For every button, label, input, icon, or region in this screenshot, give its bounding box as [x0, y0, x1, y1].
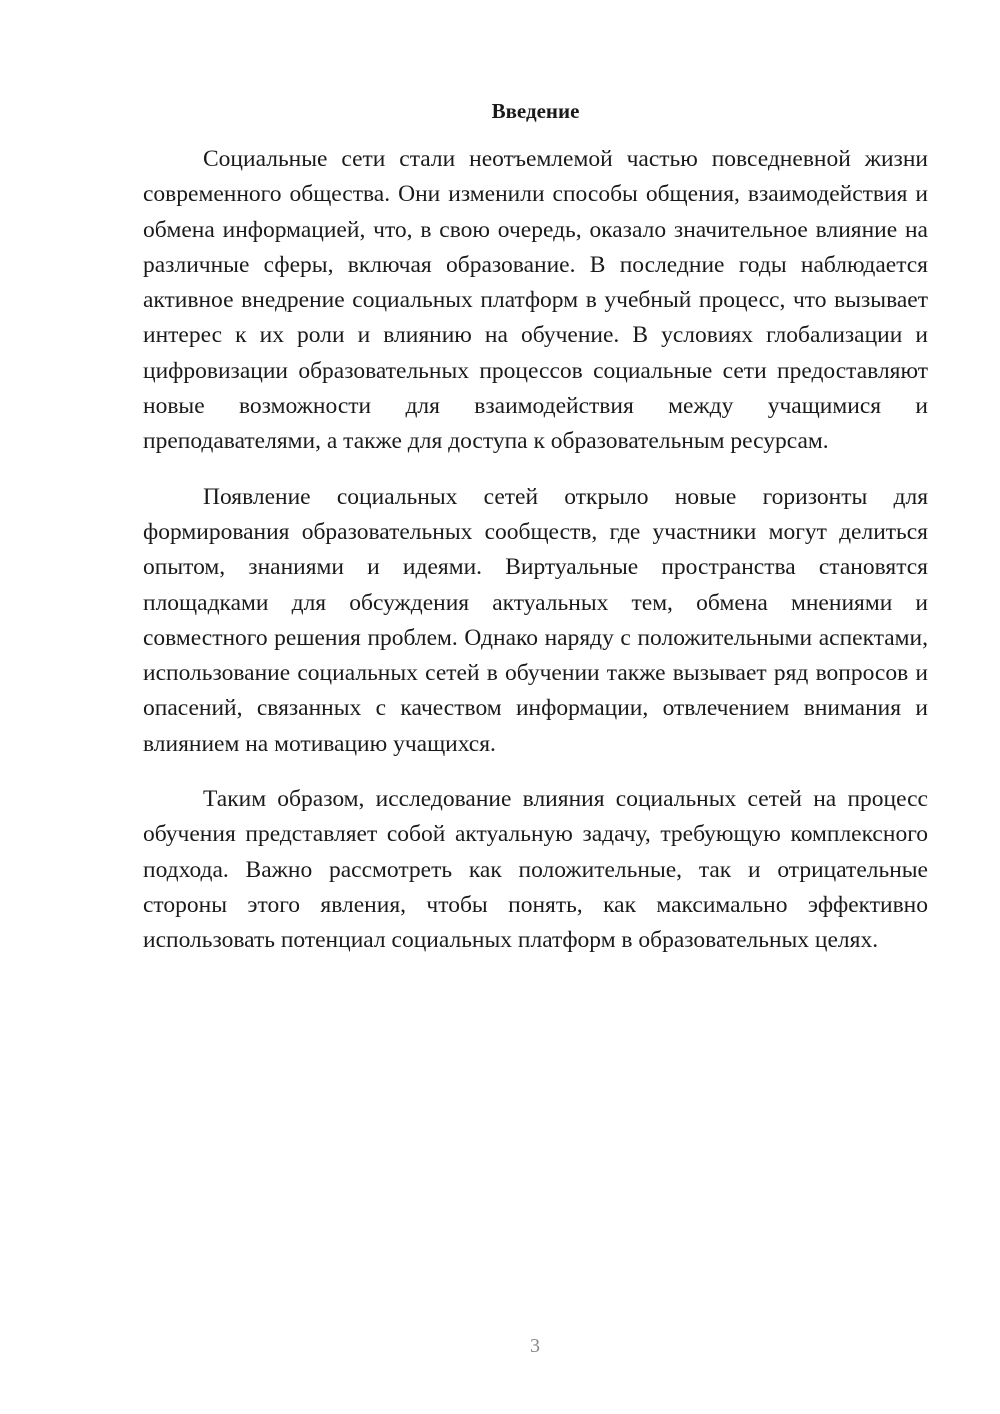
page-number: 3 [530, 1335, 540, 1357]
section-heading: Введение [491, 99, 580, 123]
body-text [143, 142, 928, 979]
paragraph-1: Социальные сети стали неотъемлемой частью повседневной жизни современного общества. Они изменили способы общения, взаимодействия и обмена информацией, что, в свою очередь, оказало значительное влияние на различные сферы, включая образование. В последние годы наблюдается активное внедрение социальных платформ в учебный процесс, что вызывает интерес к их роли и влиянию на обучение. В условиях глобализации и цифровизации образовательных процессов социальные сети предоставляют новые возможности для взаимодействия между учащимися и преподавателями, а также для доступа к образовательным ресурсам. [143, 146, 928, 455]
paragraph-2: Появление социальных сетей открыло новые горизонты для формирования образовательных сообществ, где участники могут делиться опытом, знаниями и идеями. Виртуальные пространства становятся площадками для обсуждения актуальных тем, обмена мнениями и совместного решения проблем. Однако наряду с положительными аспектами, использование социальных сетей в обучении также вызывает ряд вопросов и опасений, связанных с качеством информации, отвлечением внимания и влиянием на мотивацию учащихся. [143, 483, 928, 757]
paragraph-3: Таким образом, исследование влияния социальных сетей на процесс обучения представляет собой актуальную задачу, требующую комплексного подхода. Важно рассмотреть как положительные, так и отрицательные стороны этого явления, чтобы понять, как максимально эффективно использовать потенциал социальных платформ в образовательных целях. [143, 786, 928, 954]
